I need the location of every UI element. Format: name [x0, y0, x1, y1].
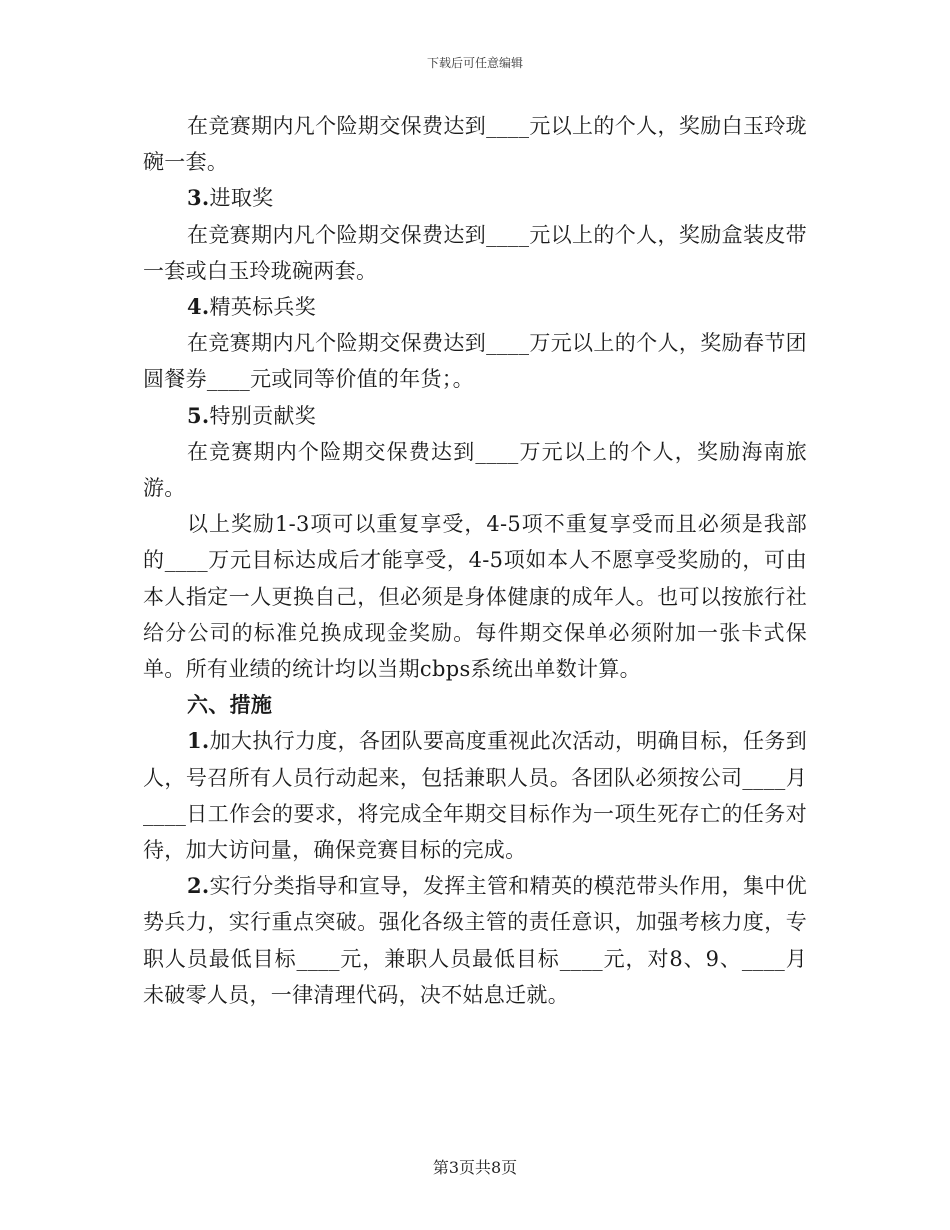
paragraph-10-text: 实行分类指导和宣导，发挥主管和精英的模范带头作用，集中优势兵力，实行重点突破。强化各级主管的责任意识，加强考核力度，专职人员最低目标____元，兼职人员最低目标____元，对8、9、____月未破零人员，一律清理代码，决不姑息迁就。: [143, 874, 807, 1007]
paragraph-7: [143, 506, 807, 687]
paragraph-6: [143, 434, 807, 506]
paragraph-10-number: 2.: [187, 873, 210, 899]
paragraph-2-text: 在竞赛期内凡个险期交保费达到____元以上的个人，奖励盒装皮带一套或白玉玲珑碗两套。: [143, 222, 807, 283]
paragraph-3: [143, 289, 807, 325]
paragraph-8-text: 六、措施: [187, 692, 273, 718]
paragraph-1-number: 3.: [187, 185, 210, 211]
page-number-footer: 第3页共8页: [432, 1158, 518, 1177]
section-heading-measures: [143, 687, 807, 723]
paragraph-2: [143, 217, 807, 289]
paragraph-10: [143, 868, 807, 1013]
paragraph-0: [143, 108, 807, 180]
paragraph-7-text: 以上奖励1-3项可以重复享受，4-5项不重复享受而且必须是我部的____万元目标达成后才能享受，4-5项如本人不愿享受奖励的，可由本人指定一人更换自己，但必须是身体健康的成年人。也可以按旅行社给分公司的标准兑换成现金奖励。每件期交保单必须附加一张卡式保单。所有业绩的统计均以当期cbps系统出单数计算。: [143, 512, 807, 682]
paragraph-6-text: 在竞赛期内个险期交保费达到____万元以上的个人，奖励海南旅游。: [143, 439, 807, 501]
paragraph-5-number: 5.: [187, 402, 210, 428]
paragraph-4-text: 在竞赛期内凡个险期交保费达到____万元以上的个人，奖励春节团圆餐券____元或同等价值的年货；。: [143, 331, 807, 392]
paragraph-9-number: 1.: [187, 728, 210, 754]
page-header: 下载后可任意编辑: [426, 56, 523, 70]
document-body: [143, 108, 807, 1013]
paragraph-9: [143, 723, 807, 868]
paragraph-3-text: 精英标兵奖: [209, 295, 317, 320]
paragraph-9-text: 加大执行力度，各团队要高度重视此次活动，明确目标，任务到人，号召所有人员行动起来，包括兼职人员。各团队必须按公司____月____日工作会的要求，将完成全年期交目标作为一项生死存亡的任务对待，加大访问量，确保竞赛目标的完成。: [143, 729, 807, 863]
paragraph-3-number: 4.: [187, 294, 210, 320]
paragraph-0-text: 在竞赛期内凡个险期交保费达到____元以上的个人，奖励白玉玲珑碗一套。: [143, 114, 807, 175]
paragraph-5-text: 特别贡献奖: [209, 403, 317, 428]
paragraph-4: [143, 325, 807, 397]
paragraph-1-text: 进取奖: [209, 186, 274, 211]
paragraph-5: [143, 398, 807, 434]
paragraph-1: [143, 180, 807, 216]
